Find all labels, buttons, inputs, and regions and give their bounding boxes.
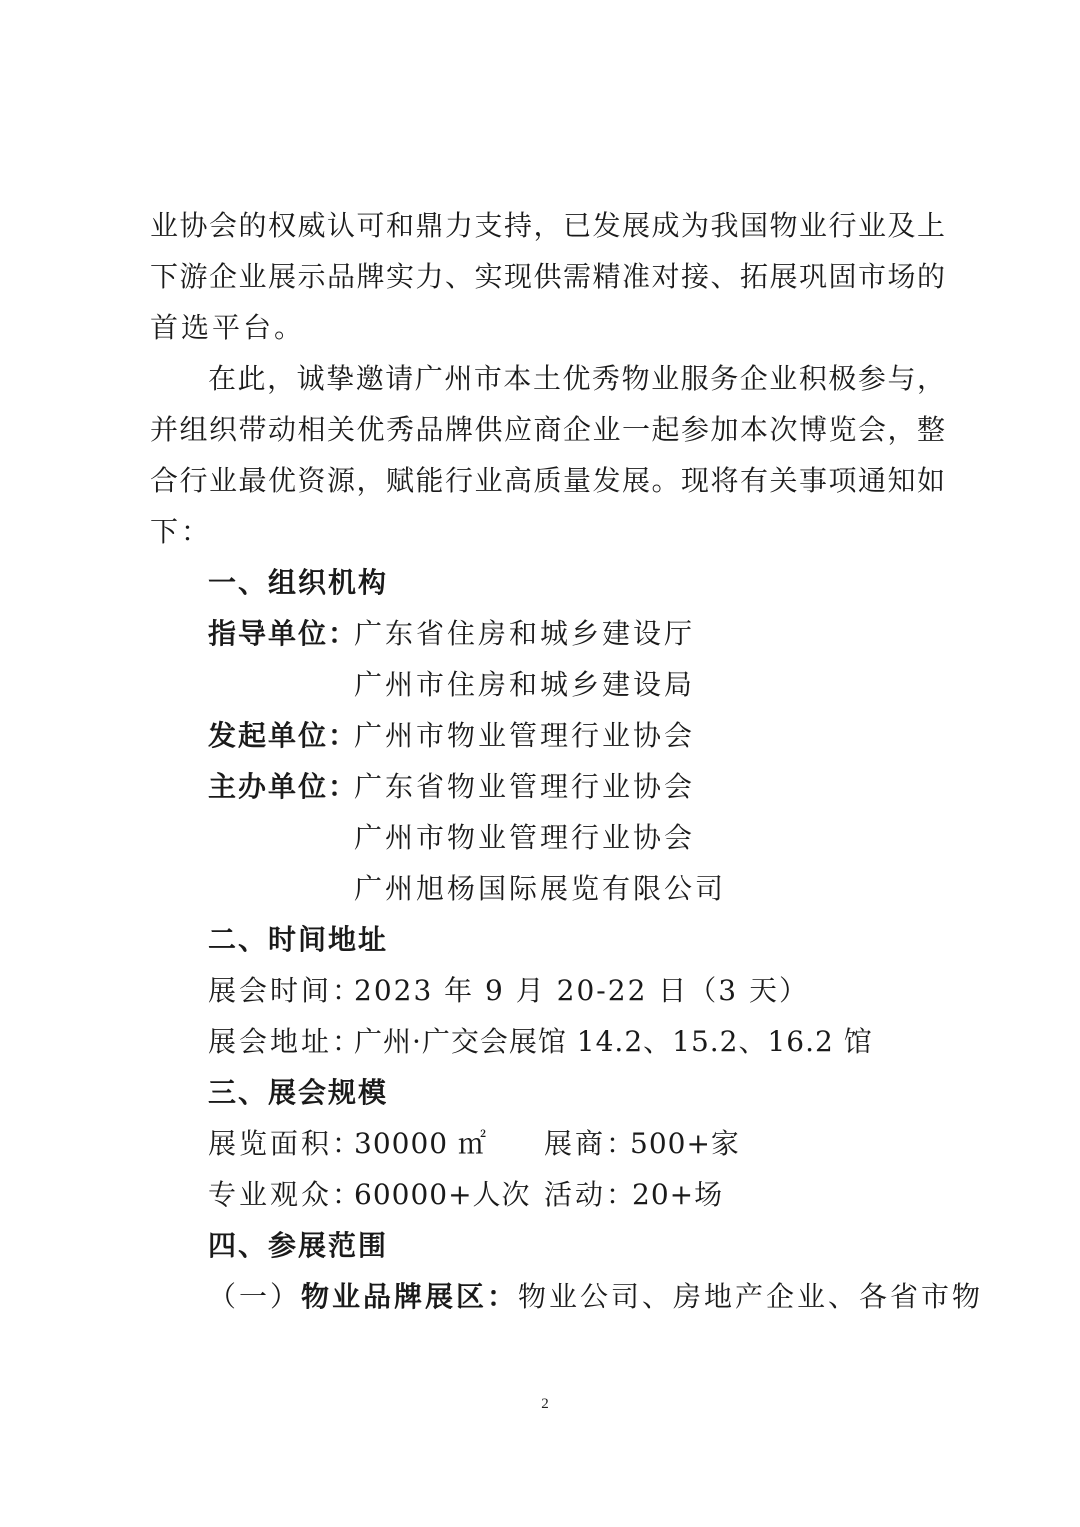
paragraph-2-line-2: 并组织带动相关优秀品牌供应商企业一起参加本次博览会，整 — [150, 413, 945, 446]
events-label: 活动： — [544, 1178, 638, 1211]
exhibitors-label: 展商： — [544, 1127, 638, 1160]
paragraph-2-line-4: 下： — [150, 515, 213, 548]
section-4-title: 四、参展范围 — [208, 1229, 389, 1262]
exhibition-area-value: 30000 ㎡ — [354, 1127, 487, 1160]
events-value: 20+场 — [632, 1178, 724, 1211]
paragraph-1-line-2: 下游企业展示品牌实力、实现供需精准对接、拓展巩固市场的 — [150, 260, 945, 293]
scope-item-1-text: 物业公司、房地产企业、各省市物 — [518, 1280, 984, 1313]
guide-unit-2: 广州市住房和城乡建设局 — [354, 668, 696, 701]
section-3-title: 三、展会规模 — [208, 1076, 389, 1109]
visitors-value: 60000+人次 — [354, 1178, 531, 1211]
paragraph-1-line-1: 业协会的权威认可和鼎力支持，已发展成为我国物业行业及上 — [150, 209, 945, 242]
exhibition-address-value: 广州·广交会展馆 14.2、15.2、16.2 馆 — [354, 1025, 873, 1058]
host-unit-label: 主办单位： — [208, 770, 359, 803]
section-2-title: 二、时间地址 — [208, 923, 389, 956]
host-unit-3: 广州旭杨国际展览有限公司 — [354, 872, 727, 905]
exhibitors-value: 500+家 — [630, 1127, 740, 1160]
exhibition-time-value: 2023 年 9 月 20-22 日（3 天） — [354, 974, 810, 1007]
guide-unit-1: 广东省住房和城乡建设厅 — [354, 617, 696, 650]
host-unit-1: 广东省物业管理行业协会 — [354, 770, 696, 803]
scope-item-1 — [208, 1279, 983, 1315]
paragraph-2-line-1: 在此，诚挚邀请广州市本土优秀物业服务企业积极参与， — [208, 362, 945, 395]
host-unit-2: 广州市物业管理行业协会 — [354, 821, 696, 854]
initiator-unit-1: 广州市物业管理行业协会 — [354, 719, 696, 752]
exhibition-area-label: 展览面积： — [208, 1127, 364, 1160]
exhibition-time-label: 展会时间： — [208, 974, 364, 1007]
scope-item-1-label: 物业品牌展区： — [301, 1280, 519, 1313]
section-1-title: 一、组织机构 — [208, 566, 389, 599]
paragraph-1-line-3: 首选平台。 — [150, 311, 306, 344]
guide-unit-label: 指导单位： — [208, 617, 359, 650]
paragraph-2-line-3: 合行业最优资源，赋能行业高质量发展。现将有关事项通知如 — [150, 464, 945, 497]
scope-item-1-prefix: （一） — [208, 1280, 302, 1313]
page-number: 2 — [541, 1396, 549, 1412]
exhibition-address-label: 展会地址： — [208, 1025, 364, 1058]
initiator-unit-label: 发起单位： — [208, 719, 359, 752]
visitors-label: 专业观众： — [208, 1178, 364, 1211]
